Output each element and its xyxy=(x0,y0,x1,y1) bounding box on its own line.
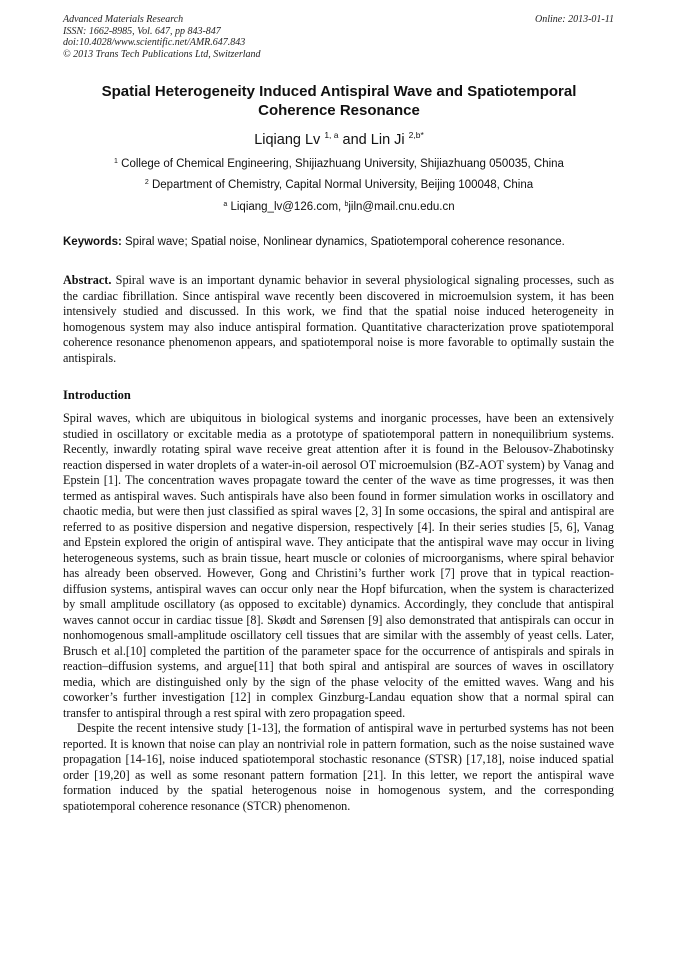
doi-line: doi:10.4028/www.scientific.net/AMR.647.843 xyxy=(63,37,246,48)
journal-name: Advanced Materials Research xyxy=(63,14,184,25)
copyright-line: © 2013 Trans Tech Publications Ltd, Switzerland xyxy=(63,48,261,60)
introduction-body xyxy=(63,411,614,814)
email-b: jiln@mail.cnu.edu.cn xyxy=(348,201,455,213)
affiliation-1-mark: 1 xyxy=(114,158,118,165)
keywords-label: Keywords: xyxy=(63,236,122,248)
author-2: Lin Ji xyxy=(370,132,405,148)
email-b-mark: b xyxy=(344,201,349,208)
affiliation-2 xyxy=(0,178,678,192)
affiliation-2-mark: 2 xyxy=(144,179,149,186)
introduction-paragraph-1: Spiral waves, which are ubiquitous in biological systems and inorganic processes, have been an extensively studied in oscillatory or excitable media as a prototype of spatiotemporal pattern in nonequilibrium systems. Recently, inwardly rotating spiral wave receive great attention after it is found in the Belousov-Zhabotinsky reaction dispersed in water droplets of a water-in-oil aerosol OT microemulsion (BZ-AOT system) by Vanag and Epstein [1]. The concentration waves propagate toward the center of the wave as time progresses, it was then termed as antispiral waves. Such antispirals have also been found in former simulation works in oscillatory and chaotic media, but were then just classified as spiral waves [2, 3] In some occasions, the spiral and antispiral are referred to as positive dispersion and negative dispersion, respectively [4]. In their series studies [5, 6], Vanag and Epstein explored the origin of antispiral wave. They anticipate that the antispiral wave may occur in living heterogeneous systems, such as brain tissue, heart muscle or colonies of microorganisms, where spiral behavior has already been observed. However, Gong and Christini’s further work [7] prove that in typical reaction-diffusion systems, antispiral waves can occur only near the Hopf bifurcation, when the system is characterized by small amplitude oscillatory (as opposed to excitable) dynamics. Accordingly, they conclude that antispiral waves cannot occur in cardiac tissue [8]. Skødt and Sørensen [9] also demonstrated that antispirals can occur in nonhomogenous small-amplitude oscillatory cell tissues that are similar with the assembly of yeast cells. Later, Brusch et al.[10] completed the partition of the parameter space for the occurrence of antispirals and spirals in reaction–diffusion systems, and argue[11] that both spiral and antispiral are sources of waves in oscillatory media, which are distinguished only by the sign of the phase velocity of the emitted waves. Wang and his coworker’s further investigation [12] in complex Ginzburg-Landau equation show that a normal spiral can transfer to antispiral through a rest spiral with zero propagation speed. xyxy=(63,411,614,720)
author-1-affil-mark: 1, a xyxy=(324,130,339,140)
affiliation-1-text: College of Chemical Engineering, Shijiazhuang University, Shijiazhuang 050035, China xyxy=(121,158,564,170)
email-line xyxy=(0,200,678,214)
introduction-paragraph-2: Despite the recent intensive study [1-13], the formation of antispiral wave in perturbed systems has not been reported. It is known that noise can play an nontrivial role in pattern formation, such as the noise sustained wave propagation [14-16], noise induced spatiotemporal stochastic resonance (STSR) [17,18], noise induced spatial order [19,20] as well as some resonant pattern formation [21]. In this letter, we report the antispiral wave formation induced by the spatial heterogenous noise in homogenous system, and the corresponding spatiotemporal coherence resonance (STCR) phenomenon. xyxy=(63,721,614,813)
email-a: Liqiang_lv@126.com, xyxy=(230,201,342,213)
affiliation-2-text: Department of Chemistry, Capital Normal University, Beijing 100048, China xyxy=(151,179,534,191)
journal-header xyxy=(63,14,261,60)
author-line xyxy=(0,131,678,149)
author-2-affil-mark: 2,b* xyxy=(408,130,424,140)
abstract-text: Spiral wave is an important dynamic behavior in several physiological signaling processes, such as the cardiac fibrillation. Since antispiral wave recently been discovered in microemulsion system, it has been intensively studied and discussed. In this work, we find that the spatial noise induced heterogeneity in homogenous system may also induce antispiral formation. Quantitative characterization prove spatiotemporal coherence resonance phenomenon appears, and spatiotemporal noise is more favorable to optimally sustain the antispirals. xyxy=(63,273,615,365)
paper-title: Spatial Heterogeneity Induced Antispiral Wave and Spatiotemporal Coherence Resonance xyxy=(101,83,577,119)
email-a-mark: a xyxy=(223,201,228,208)
abstract xyxy=(63,273,614,366)
author-1: Liqiang Lv xyxy=(254,132,321,148)
author-conjunction: and xyxy=(342,132,367,148)
issn-line: ISSN: 1662-8985, Vol. 647, pp 843-847 xyxy=(63,25,221,37)
online-date: Online: 2013-01-11 xyxy=(535,14,614,25)
affiliation-1 xyxy=(0,157,678,171)
keywords-text: Spiral wave; Spatial noise, Nonlinear dynamics, Spatiotemporal coherence resonance. xyxy=(125,236,565,248)
keywords xyxy=(63,235,623,249)
abstract-label: Abstract. xyxy=(63,273,112,287)
introduction-heading: Introduction xyxy=(63,388,131,402)
